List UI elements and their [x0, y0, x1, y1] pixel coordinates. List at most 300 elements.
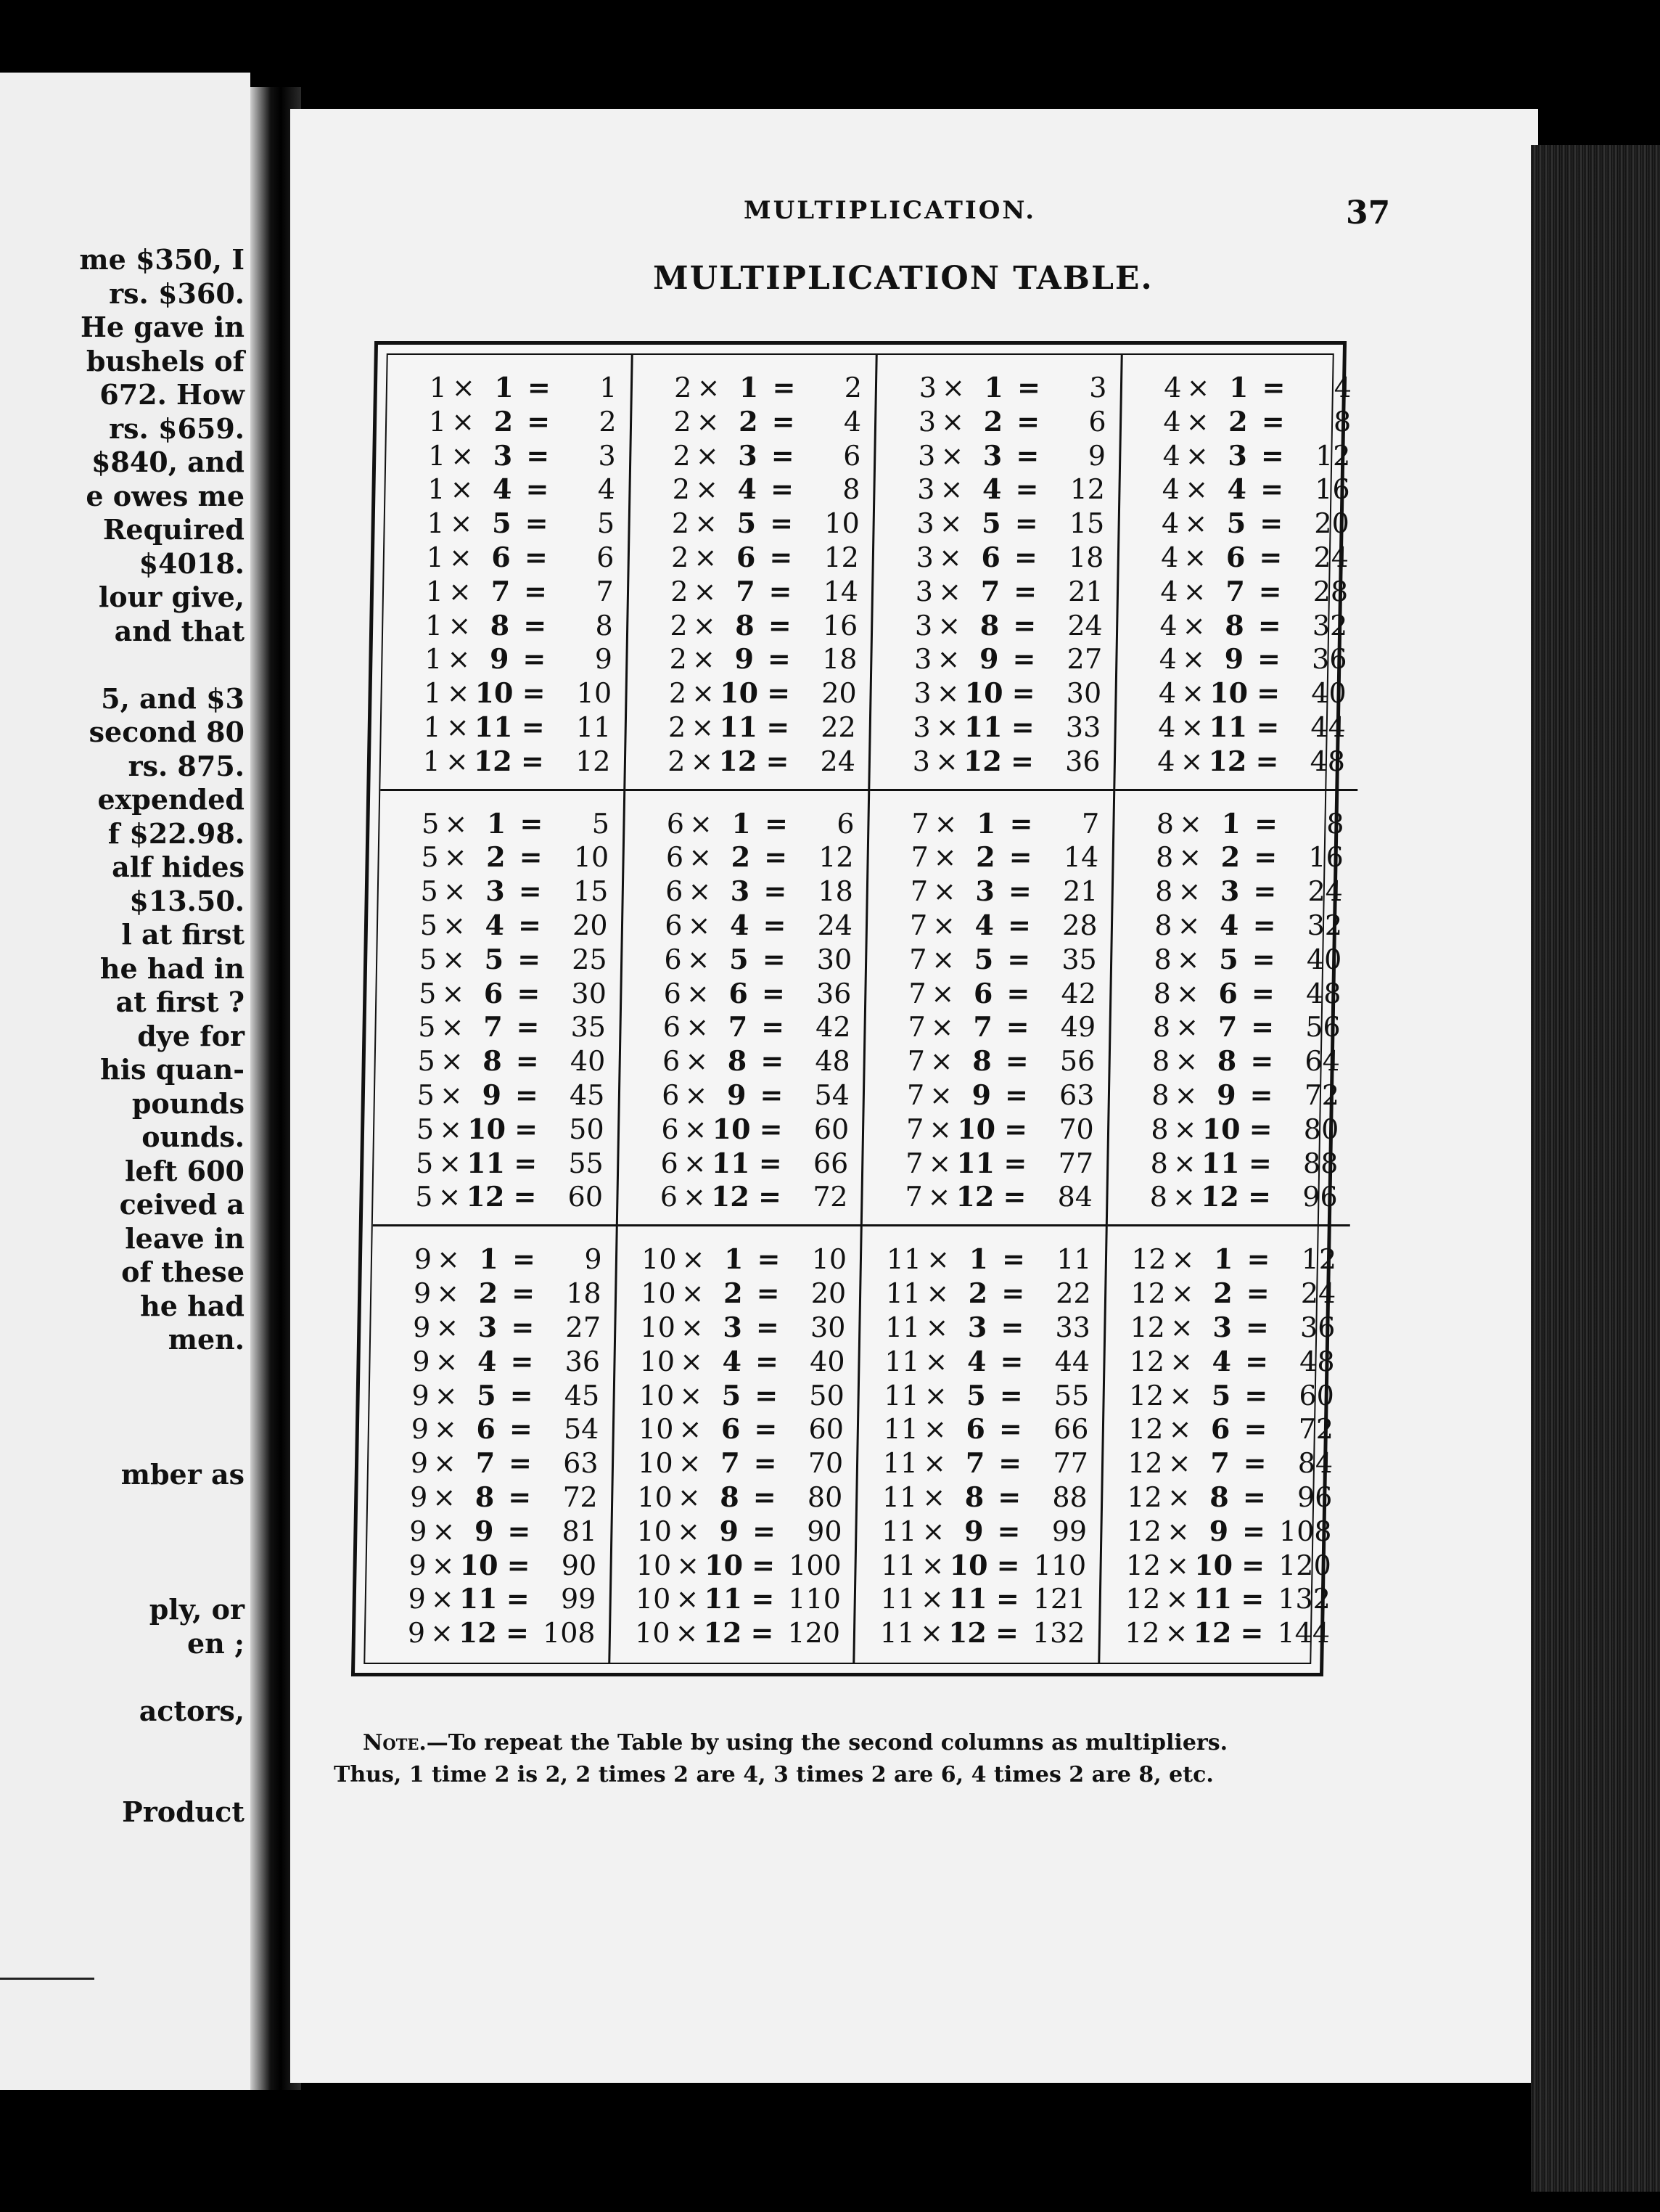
- product: 80: [1303, 1113, 1339, 1145]
- multiplicand: 6: [662, 1011, 681, 1044]
- multiplicand: 1: [425, 575, 444, 607]
- multiplicand: 7: [909, 909, 928, 942]
- times-sign: ×: [924, 1379, 948, 1412]
- product: 24: [817, 909, 853, 942]
- times-sign: ×: [450, 473, 474, 506]
- multiplicand: 10: [636, 1549, 672, 1581]
- multiplier: 2: [738, 404, 759, 438]
- product: 21: [1067, 575, 1104, 607]
- times-sign: ×: [930, 1011, 954, 1044]
- equals-sign: =: [1246, 1277, 1270, 1310]
- equals-sign: =: [1242, 1480, 1267, 1513]
- times-sign: ×: [928, 1147, 952, 1179]
- table-row: [1129, 874, 1343, 909]
- times-sign: ×: [447, 609, 472, 642]
- equals-sign: =: [1255, 744, 1279, 777]
- multiplicand: 3: [912, 745, 931, 777]
- times-sign: ×: [684, 1079, 708, 1112]
- multiplier: 11: [459, 1582, 498, 1615]
- product: 45: [564, 1379, 600, 1412]
- times-sign: ×: [435, 1311, 459, 1343]
- multiplier: 1: [479, 1242, 499, 1276]
- times-sign: ×: [443, 841, 467, 874]
- times-sign: ×: [934, 745, 959, 777]
- product: 12: [1301, 1243, 1337, 1276]
- product: 20: [1314, 507, 1350, 540]
- multiplicand: 10: [637, 1480, 673, 1513]
- product: 20: [821, 677, 858, 710]
- equals-sign: =: [1001, 1242, 1026, 1276]
- multiplier: 9: [963, 1514, 984, 1547]
- product: 30: [810, 1311, 846, 1343]
- product: 54: [563, 1413, 599, 1446]
- multiplier: 11: [1193, 1582, 1233, 1615]
- equals-sign: =: [516, 1010, 540, 1044]
- table-row: [640, 840, 854, 874]
- equals-sign: =: [1259, 507, 1283, 540]
- times-sign: ×: [1178, 807, 1203, 840]
- multiplication-table-grid: [363, 353, 1352, 1664]
- multiplier: 8: [474, 1480, 495, 1513]
- table-row: [648, 371, 862, 405]
- product: 96: [1302, 1181, 1338, 1213]
- multiplicand: 7: [906, 1079, 925, 1112]
- multiplier: 3: [1228, 438, 1248, 472]
- equals-sign: =: [770, 472, 794, 506]
- product: 48: [1299, 1345, 1336, 1377]
- multiplier: 12: [458, 1616, 498, 1650]
- multiplicand: 12: [1128, 1379, 1164, 1412]
- times-sign: ×: [931, 977, 955, 1009]
- multiplicand: 4: [1157, 710, 1176, 743]
- equals-sign: =: [506, 1582, 530, 1615]
- multiplicand: 1: [427, 439, 446, 472]
- equals-sign: =: [517, 909, 542, 942]
- multiplicand: 11: [886, 1243, 922, 1276]
- product: 5: [591, 807, 610, 840]
- table-row: [872, 1549, 1086, 1583]
- product: 18: [821, 643, 858, 676]
- multiplicand: 11: [884, 1379, 920, 1412]
- times-sign: ×: [1170, 1311, 1194, 1343]
- multiplicand: 12: [1129, 1345, 1165, 1377]
- table-row: [391, 1044, 605, 1078]
- multiplier: 5: [1211, 1378, 1231, 1412]
- multiplicand: 11: [880, 1549, 917, 1581]
- left-page-line: ceived a: [119, 1188, 245, 1221]
- left-page-line: men.: [168, 1323, 245, 1356]
- multiplicand: 1: [422, 745, 441, 777]
- times-sign: ×: [1177, 909, 1201, 942]
- table-row: [627, 1582, 841, 1616]
- times-sign: ×: [924, 1345, 948, 1377]
- equals-sign: =: [766, 676, 791, 710]
- multiplicand: 2: [668, 677, 687, 710]
- times-sign: ×: [448, 541, 473, 573]
- equals-sign: =: [756, 1277, 781, 1310]
- equals-sign: =: [507, 1514, 531, 1547]
- multiplier: 9: [489, 642, 509, 676]
- table-row: [385, 1412, 599, 1446]
- equals-sign: =: [1012, 608, 1037, 642]
- multiplier: 10: [1209, 676, 1249, 710]
- left-page-line: expended: [97, 783, 245, 816]
- times-sign: ×: [443, 875, 467, 908]
- times-sign: ×: [1174, 1079, 1198, 1112]
- times-sign: ×: [444, 807, 468, 840]
- multiplicand: 1: [424, 643, 443, 676]
- table-row: [628, 1515, 842, 1549]
- multiplicand: 8: [1154, 909, 1172, 942]
- product: 36: [564, 1345, 601, 1377]
- product: 63: [562, 1447, 599, 1480]
- times-sign: ×: [938, 541, 963, 573]
- multiplier: 2: [485, 840, 506, 874]
- table-note: [334, 1727, 1364, 1791]
- left-page-line: He gave in: [80, 311, 245, 343]
- multiplicand: 2: [673, 372, 692, 404]
- product: 20: [810, 1277, 847, 1310]
- product: 54: [814, 1079, 850, 1112]
- multiplicand: 1: [426, 541, 445, 573]
- table-row: [398, 642, 612, 676]
- multiplier: 4: [485, 909, 505, 942]
- equals-sign: =: [1003, 1180, 1027, 1213]
- table-row: [647, 405, 861, 439]
- equals-sign: =: [761, 976, 786, 1009]
- multiplication-table: [351, 341, 1352, 1676]
- equals-sign: =: [526, 438, 550, 472]
- multiplicand: 2: [673, 439, 691, 472]
- equals-sign: =: [1244, 1378, 1268, 1412]
- equals-sign: =: [1003, 1112, 1028, 1145]
- equals-sign: =: [1248, 1146, 1273, 1179]
- left-page-line: rs. $659.: [109, 411, 245, 445]
- left-page-line: left 600: [124, 1154, 245, 1187]
- multiplicand: 3: [913, 677, 932, 710]
- multiplier: 7: [475, 1446, 496, 1480]
- multiplier: 9: [474, 1514, 494, 1547]
- product: 21: [1062, 875, 1098, 908]
- left-page-line: [79, 1762, 245, 1796]
- product: 35: [570, 1011, 607, 1044]
- multiplicand: 9: [412, 1311, 431, 1343]
- table-row: [1130, 840, 1344, 874]
- table-row: [1124, 1180, 1338, 1214]
- times-sign: ×: [923, 1413, 948, 1446]
- table-row: [888, 642, 1102, 676]
- table-row: [882, 977, 1096, 1011]
- equals-sign: =: [1015, 472, 1039, 506]
- equals-sign: =: [1257, 608, 1282, 642]
- times-sign: ×: [694, 507, 718, 540]
- left-page-line: ounds.: [141, 1121, 245, 1153]
- table-row: [387, 1311, 601, 1345]
- times-sign: ×: [1183, 575, 1207, 607]
- equals-sign: =: [768, 574, 792, 607]
- left-page: [0, 73, 250, 2090]
- table-row: [889, 575, 1104, 609]
- equals-sign: =: [1262, 371, 1286, 404]
- times-sign: ×: [933, 841, 958, 874]
- left-page-line: second 80: [89, 716, 245, 748]
- multiplier: 3: [738, 438, 758, 472]
- multiplier: 6: [476, 1412, 496, 1446]
- table-row: [641, 745, 855, 779]
- multiplier: 9: [1216, 1078, 1236, 1112]
- left-page-line: 5, and $3: [101, 681, 245, 715]
- multiplicand: 9: [407, 1617, 426, 1650]
- multiplicand: 10: [638, 1413, 674, 1446]
- product: 15: [1069, 507, 1105, 540]
- times-sign: ×: [1184, 473, 1209, 506]
- equals-sign: =: [1252, 909, 1276, 942]
- multiplicand: 8: [1153, 977, 1172, 1009]
- multiplicand: 6: [660, 1181, 678, 1213]
- times-sign: ×: [434, 1379, 459, 1412]
- equals-sign: =: [998, 1446, 1022, 1480]
- equals-sign: =: [524, 540, 548, 573]
- table-row: [893, 371, 1107, 405]
- multiplicand: 9: [409, 1480, 428, 1513]
- table-block: [365, 1226, 617, 1663]
- multiplier: 7: [490, 574, 511, 607]
- table-row: [636, 1044, 850, 1078]
- table-row: [646, 472, 860, 507]
- table-row: [641, 807, 855, 841]
- multiplier: 4: [1219, 909, 1240, 942]
- equals-sign: =: [1247, 1180, 1272, 1213]
- product: 14: [823, 575, 859, 607]
- times-sign: ×: [1175, 1011, 1199, 1044]
- multiplier: 11: [474, 710, 514, 743]
- table-block: [617, 791, 870, 1227]
- times-sign: ×: [445, 710, 470, 743]
- multiplier: 2: [478, 1277, 498, 1310]
- table-row: [1125, 1113, 1339, 1147]
- times-sign: ×: [940, 439, 964, 472]
- product: 8: [1326, 807, 1344, 840]
- times-sign: ×: [451, 405, 475, 438]
- product: 99: [560, 1583, 596, 1615]
- multiplicand: 12: [1125, 1583, 1161, 1615]
- multiplicand: 2: [667, 710, 686, 743]
- table-row: [874, 1480, 1088, 1515]
- multiplier: 6: [1210, 1412, 1230, 1446]
- equals-sign: =: [1003, 1146, 1027, 1179]
- equals-sign: =: [753, 1446, 777, 1480]
- equals-sign: =: [1253, 840, 1278, 874]
- equals-sign: =: [514, 1112, 538, 1145]
- times-sign: ×: [688, 875, 712, 908]
- multiplicand: 4: [1158, 677, 1177, 710]
- left-page-line: at first ?: [115, 986, 245, 1018]
- times-sign: ×: [676, 1515, 701, 1547]
- product: 10: [573, 841, 609, 874]
- equals-sign: =: [511, 1310, 535, 1343]
- times-sign: ×: [691, 643, 716, 676]
- table-block: [610, 1226, 863, 1663]
- product: 42: [1061, 977, 1097, 1009]
- times-sign: ×: [675, 1549, 700, 1581]
- times-sign: ×: [681, 1277, 704, 1310]
- multiplicand: 12: [1127, 1447, 1164, 1480]
- multiplier: 4: [1212, 1344, 1232, 1377]
- table-row: [392, 1010, 606, 1044]
- table-block: [1107, 791, 1357, 1227]
- multiplier: 11: [1208, 710, 1248, 743]
- left-page-line: [79, 648, 245, 682]
- multiplicand: 5: [419, 909, 438, 942]
- multiplier: 1: [1228, 371, 1249, 404]
- product: 3: [1088, 372, 1107, 404]
- multiplier: 5: [484, 942, 504, 975]
- table-row: [403, 371, 617, 405]
- multiplier: 9: [719, 1514, 739, 1547]
- equals-sign: =: [1243, 1446, 1267, 1480]
- multiplicand: 3: [919, 372, 937, 404]
- multiplier: 7: [720, 1446, 741, 1480]
- table-row: [400, 541, 614, 575]
- table-row: [644, 642, 858, 676]
- product: 15: [572, 875, 609, 908]
- table-row: [1134, 575, 1348, 609]
- table-row: [632, 1277, 846, 1311]
- multiplicand: 10: [638, 1379, 675, 1412]
- multiplier: 7: [980, 574, 1000, 607]
- times-sign: ×: [1180, 677, 1205, 710]
- multiplicand: 2: [670, 541, 689, 573]
- multiplicand: 12: [1127, 1480, 1163, 1513]
- multiplier: 11: [711, 1146, 751, 1179]
- multiplier: 5: [476, 1378, 497, 1412]
- product: 96: [1297, 1480, 1333, 1513]
- multiplicand: 10: [637, 1447, 673, 1480]
- equals-sign: =: [1260, 438, 1285, 472]
- times-sign: ×: [440, 1045, 464, 1078]
- equals-sign: =: [1009, 806, 1033, 840]
- multiplicand: 4: [1159, 643, 1178, 676]
- equals-sign: =: [1011, 710, 1035, 743]
- equals-sign: =: [1244, 1412, 1267, 1446]
- table-row: [402, 439, 616, 473]
- multiplier: 6: [966, 1412, 986, 1446]
- left-page-line: pounds: [131, 1086, 245, 1120]
- table-row: [382, 1549, 596, 1583]
- equals-sign: =: [1008, 840, 1033, 874]
- product: 40: [570, 1045, 606, 1078]
- multiplicand: 5: [421, 807, 440, 840]
- times-sign: ×: [691, 677, 715, 710]
- multiplier: 3: [485, 874, 506, 908]
- table-row: [887, 745, 1101, 779]
- equals-sign: =: [1016, 438, 1040, 472]
- product: 10: [811, 1243, 847, 1276]
- table-row: [1127, 943, 1341, 977]
- equals-sign: =: [1259, 540, 1283, 573]
- product: 30: [571, 977, 607, 1009]
- multiplicand: 12: [1124, 1617, 1160, 1650]
- table-row: [635, 1113, 849, 1147]
- multiplicand: 2: [670, 609, 689, 642]
- times-sign: ×: [1178, 875, 1201, 908]
- times-sign: ×: [680, 1311, 704, 1343]
- left-page-line: and that: [114, 614, 245, 647]
- multiplicand: 9: [411, 1413, 430, 1446]
- multiplicand: 3: [916, 473, 935, 506]
- multiplier: 9: [482, 1078, 502, 1112]
- equals-sign: =: [1016, 404, 1040, 438]
- multiplicand: 8: [1149, 1181, 1168, 1213]
- left-page-line: $840, and: [91, 446, 245, 478]
- multiplier: 5: [974, 942, 994, 975]
- multiplier: 9: [734, 642, 755, 676]
- left-page-line: mber as: [120, 1458, 245, 1491]
- left-page-text: [79, 243, 245, 1830]
- multiplicand: 1: [429, 372, 448, 404]
- product: 36: [1311, 643, 1347, 676]
- table-block: [1100, 1226, 1350, 1663]
- multiplicand: 10: [640, 1311, 676, 1343]
- equals-sign: =: [517, 942, 541, 975]
- multiplier: 8: [719, 1480, 740, 1513]
- times-sign: ×: [1172, 1181, 1196, 1213]
- multiplicand: 4: [1161, 507, 1180, 540]
- table-row: [644, 609, 858, 643]
- multiplier: 9: [726, 1078, 747, 1112]
- equals-sign: =: [523, 574, 548, 607]
- product: 40: [809, 1345, 845, 1377]
- times-sign: ×: [932, 909, 956, 942]
- multiplicand: 12: [1126, 1515, 1162, 1547]
- table-row: [643, 676, 857, 710]
- multiplicand: 11: [882, 1480, 918, 1513]
- multiplier: 1: [731, 806, 752, 840]
- product: 4: [597, 473, 616, 506]
- product: 9: [594, 643, 613, 676]
- equals-sign: =: [1244, 1344, 1269, 1377]
- equals-sign: =: [769, 540, 793, 573]
- times-sign: ×: [1170, 1277, 1195, 1310]
- multiplicand: 8: [1151, 1045, 1170, 1078]
- product: 36: [815, 977, 852, 1009]
- multiplicand: 2: [671, 507, 690, 540]
- multiplier: 5: [728, 942, 749, 975]
- equals-sign: =: [522, 642, 546, 676]
- product: 108: [542, 1617, 596, 1650]
- multiplier: 6: [736, 540, 756, 573]
- multiplier: 2: [1220, 840, 1241, 874]
- product: 44: [1054, 1345, 1090, 1377]
- multiplier: 4: [477, 1344, 497, 1377]
- multiplicand: 4: [1160, 575, 1179, 607]
- times-sign: ×: [922, 1447, 947, 1480]
- multiplicand: 2: [670, 575, 689, 607]
- table-row: [1116, 1616, 1330, 1650]
- equals-sign: =: [755, 1310, 780, 1343]
- product: 22: [1056, 1277, 1092, 1310]
- equals-sign: =: [999, 1378, 1024, 1412]
- product: 36: [1299, 1311, 1336, 1343]
- multiplier: 1: [723, 1242, 744, 1276]
- table-row: [400, 575, 614, 609]
- times-sign: ×: [683, 1113, 707, 1145]
- equals-sign: =: [1006, 1010, 1030, 1044]
- product: 28: [1312, 575, 1349, 607]
- left-page-line: f $22.98.: [107, 816, 245, 850]
- product: 66: [1053, 1413, 1089, 1446]
- left-page-line: [79, 1357, 245, 1391]
